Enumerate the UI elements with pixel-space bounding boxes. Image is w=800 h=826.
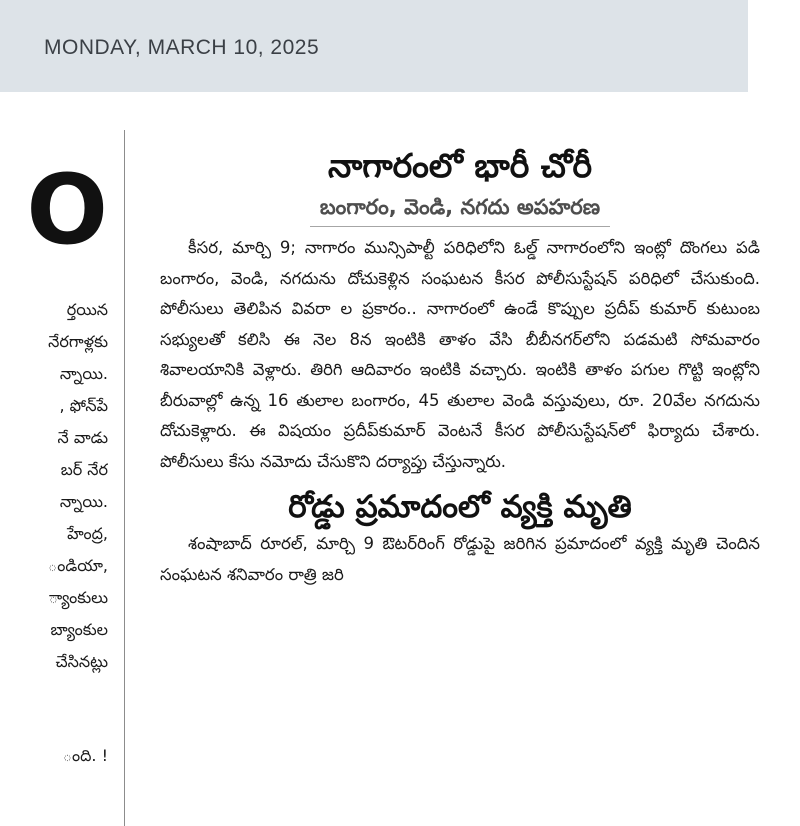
article-headline: నాగారంలో భారీ చోరీ	[327, 146, 593, 185]
left-column-line: బ్యాంకుల	[50, 620, 108, 639]
left-column-line: బర్ నేర	[60, 460, 108, 479]
article-body: కీసర, మార్చి 9; నాగారం మున్సిపాల్టీ పరిధిలోని ఓల్డ్ నాగారంలోని ఇంట్లో దొంగలు పడి బంగారం, వెండి, నగదును దోచుకెళ్లిన సంఘటన కీసర పోలీసుస్టేషన్ పరిధిలో చేసుకుంది. పోలీసులు తెలిపిన వివరా ల ప్రకారం.. నాగారంలో ఉండే కొప్పుల ప్రదీప్ కుమార్ కుటుంబ సభ్యులతో కలిసి ఈ నెల 8న ఇంటికి తాళం వేసి బీబీనగర్‌లోని పడమటి సోమవారం శివాలయానికి వెళ్లారు. తిరిగి ఆదివారం ఇంటికి వచ్చారు. ఇంటికి తాళం పగుల గొట్టి ఇంట్లోని బీరువాల్లో ఉన్న 16 తులాల బంగారం, 45 తులాల వెండి వస్తువులు, రూ. 20వేల నగదును దోచుకెళ్లారు. ఈ విషయం ప్రదీప్‌కుమార్ వెంటనే కీసర పోలీసుస్టేషన్‌లో ఫిర్యాదు చేశారు. పోలీసులు కేసు నమోదు చేసుకొని దర్యాప్తు చేస్తున్నారు.	[160, 238, 760, 471]
date-banner	[0, 0, 748, 92]
left-column-line: ్యాంకులు	[48, 588, 108, 607]
article-body: శంషాబాద్ రూరల్, మార్చి 9 ఔటర్‌రింగ్ రోడ్డుపై జరిగిన ప్రమాదంలో వ్యక్తి మృతి చెందిన సంఘటన శనివారం రాత్రి జరి	[160, 534, 760, 584]
edition-date: MONDAY, MARCH 10, 2025	[44, 36, 320, 59]
article-subheadline: బంగారం, వెండి, నగదు అపహరణ	[319, 195, 601, 219]
subheadline-rule	[310, 226, 610, 227]
left-column-line: నే వాడు	[57, 428, 108, 447]
headline-fragment-letter: O	[26, 154, 108, 266]
left-column-line: ండియా,	[48, 556, 108, 575]
left-column-line: , ఫోన్‌పే	[59, 396, 108, 415]
article-road-accident	[160, 485, 760, 590]
left-column-line: హేంద్ర,	[67, 524, 108, 543]
left-column-line: న్నాయి.	[59, 364, 108, 383]
left-column-line: నేరగాళ్లకు	[48, 332, 108, 351]
left-column-line: ర్తయిన	[66, 300, 108, 319]
column-divider	[124, 130, 125, 826]
right-column	[160, 130, 760, 590]
left-column-line: చేసినట్లు	[55, 652, 108, 671]
article-headline: రోడ్డు ప్రమాదంలో వ్యక్తి మృతి	[288, 489, 632, 525]
article-theft	[160, 144, 760, 477]
left-column-article	[0, 130, 114, 826]
left-column-line: ంది. !	[62, 746, 108, 765]
left-column-line: న్నాయి.	[59, 492, 108, 511]
